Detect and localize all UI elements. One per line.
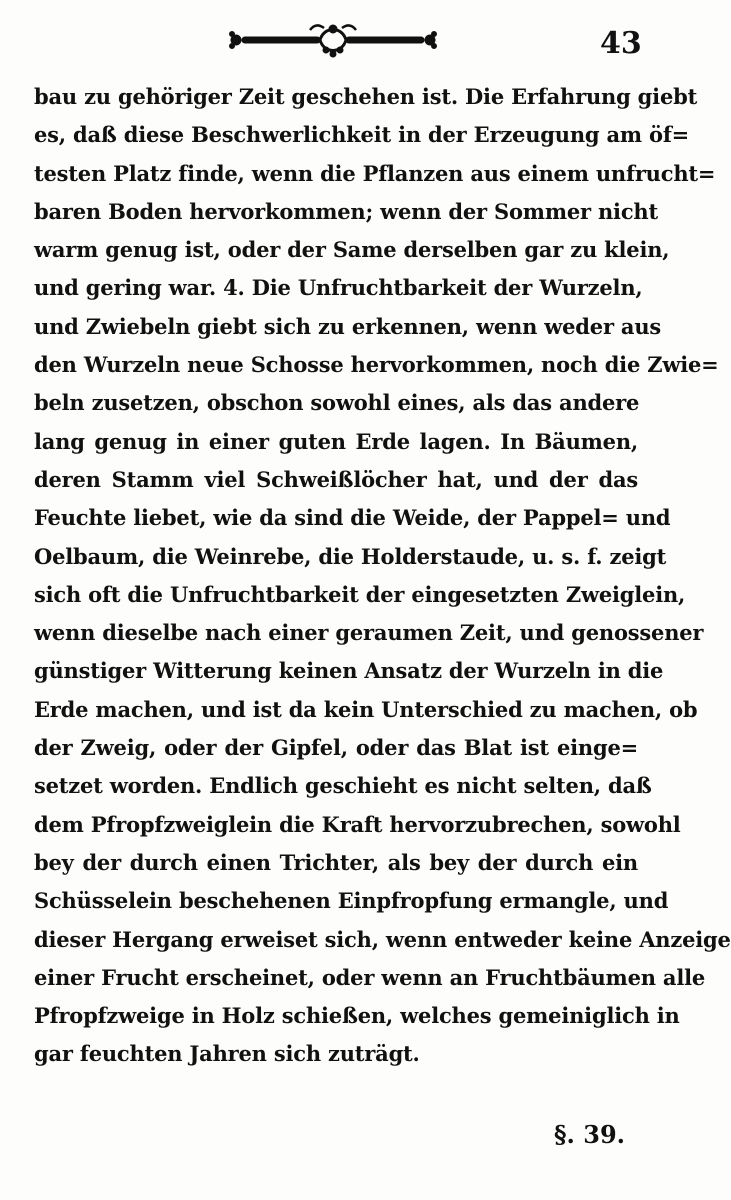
text-line: dem Pfropfzweiglein die Kraft hervorzubrechen, sowohl [34, 811, 681, 837]
text-line: Feuchte liebet, wie da sind die Weide, der Pappel= und [34, 505, 671, 531]
text-line: einer Frucht erscheinet, oder wenn an Fruchtbäumen alle [34, 964, 706, 990]
text-line: der Zweig, oder der Gipfel, oder das Blat ist einge= [34, 735, 638, 761]
text-line: günstiger Witterung keinen Ansatz der Wurzeln in die [34, 658, 664, 684]
text-line: bau zu gehöriger Zeit geschehen ist. Die Erfahrung giebt [34, 84, 698, 109]
text-line: testen Platz finde, wenn die Pflanzen aus einem unfrucht= [34, 160, 716, 186]
text-line: gar feuchten Jahren sich zuträgt. [34, 1041, 420, 1067]
text-line: wenn dieselbe nach einer geraumen Zeit, und genossener [34, 620, 704, 646]
text-line: beln zusetzen, obschon sowohl eines, als das andere [34, 390, 640, 416]
text-line: setzet worden. Endlich geschieht es nicht selten, daß [34, 773, 652, 799]
body-text [34, 78, 731, 1074]
text-line: Pfropfzweige in Holz schießen, welches gemeiniglich in [34, 1003, 680, 1029]
text-line: und Zwiebeln giebt sich zu erkennen, wenn weder aus [34, 313, 662, 339]
text-line: warm genug ist, oder der Same derselben gar zu klein, [34, 237, 670, 263]
text-line: baren Boden hervorkommen; wenn der Sommer nicht [34, 198, 658, 224]
text-line: Erde machen, und ist da kein Unterschied zu machen, ob [34, 696, 698, 722]
text-line: dieser Hergang erweiset sich, wenn entweder keine Anzeige [34, 926, 731, 952]
text-line: den Wurzeln neue Schosse hervorkommen, noch die Zwie= [34, 352, 719, 378]
text-line: lang genug in einer guten Erde lagen. In Bäumen, [34, 428, 638, 454]
catchword: §. 39. [554, 1120, 626, 1149]
text-line: bey der durch einen Trichter, als bey der durch ein [34, 849, 638, 875]
text-line: deren Stamm viel Schweißlöcher hat, und der das [34, 466, 638, 492]
text-line: Oelbaum, die Weinrebe, die Holderstaude, u. s. f. zeigt [34, 543, 667, 569]
floral-ornament-icon [228, 20, 438, 62]
text-line: sich oft die Unfruchtbarkeit der eingesetzten Zweiglein, [34, 581, 686, 607]
text-line: und gering war. 4. Die Unfruchtbarkeit der Wurzeln, [34, 275, 643, 301]
text-line: Schüsselein beschehenen Einpfropfung ermangle, und [34, 888, 669, 914]
page-number: 43 [600, 26, 642, 61]
text-line: es, daß diese Beschwerlichkeit in der Erzeugung am öf= [34, 122, 690, 148]
